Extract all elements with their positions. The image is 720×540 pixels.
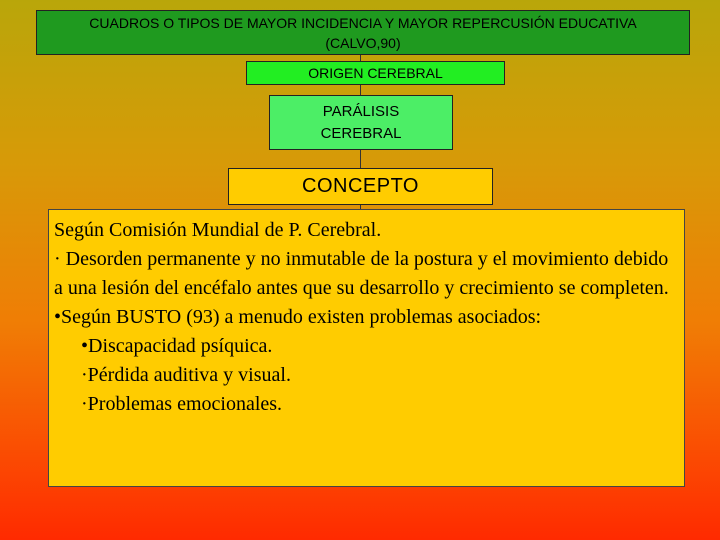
concept-label: CONCEPTO [302, 175, 419, 197]
concept-box [228, 168, 493, 205]
problem-item: ·Pérdida auditiva y visual. [81, 364, 291, 386]
connector-origin-topic [360, 85, 361, 95]
topic-line-2: CEREBRAL [320, 124, 402, 142]
origin-label: ORIGEN CEREBRAL [308, 65, 443, 81]
content-box [48, 209, 685, 487]
content-intro: Según Comisión Mundial de P. Cerebral. [54, 219, 382, 241]
origin-box [246, 61, 505, 85]
topic-box [269, 95, 453, 150]
topic-line-1: PARÁLISIS [322, 102, 400, 120]
title-line-1: CUADROS O TIPOS DE MAYOR INCIDENCIA Y MAYOR REPERCUSIÓN EDUCATIVA [89, 14, 637, 31]
connector-topic-concept [360, 150, 361, 168]
content-busto: •Según BUSTO (93) a menudo existen problemas asociados: [54, 306, 542, 328]
title-line-2: (CALVO,90) [325, 34, 401, 51]
title-box [36, 10, 690, 55]
problem-item: •Discapacidad psíquica. [81, 335, 273, 357]
content-definition: · Desorden permanente y no inmutable de la postura y el movimiento debido a una lesión del encéfalo antes que su desarrollo y crecimiento se completen. [54, 248, 669, 299]
problem-item: ·Problemas emocionales. [81, 393, 283, 415]
